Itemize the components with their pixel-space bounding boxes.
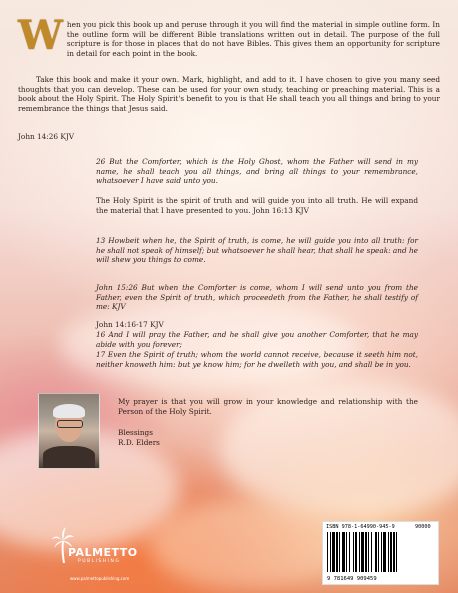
publisher-subtitle: PUBLISHING	[78, 559, 121, 564]
prayer-text: My prayer is that you will grow in your knowledge and relationship with the Person of the Holy Spirit.	[118, 397, 418, 416]
author-photo	[38, 393, 100, 469]
reference-john-14-26: John 14:26 KJV	[18, 132, 75, 141]
intro-text: hen you pick this book up and peruse through it you will find the material in simple outline form. In the outline form will be different Bible translations written out in detail. The purpose of the full scripture is for those in places that do not have Bibles. This gives them an opportunity for scripture in detail for each point in the book.	[66, 20, 440, 58]
cloud	[150, 500, 350, 590]
publisher-url: www.palmettopublishing.com	[70, 576, 130, 581]
reference-john-14-16-17: John 14:16-17 KJV	[96, 320, 164, 329]
isbn-text: ISBN 978-1-64990-945-9	[326, 524, 395, 530]
price-code: 90000	[415, 524, 431, 530]
quote-john-14-16: 16 And I will pray the Father, and he shall give you another Comforter, that he may abide with you forever;	[96, 330, 418, 349]
quote-john-14-26: 26 But the Comforter, which is the Holy Ghost, whom the Father will send in my name, he shall teach you all things, and bring all things to your remembrance, whatsoever I have said unto you.	[96, 157, 418, 186]
intro-paragraph	[18, 12, 440, 59]
paragraph-own-it: Take this book and make it your own. Mark, highlight, and add to it. I have chosen to give you many seed thoughts that you can develop. These can be used for your own study, teaching or preaching material. This is a book about the Holy Spirit. The Holy Spirit's benefit to you is that He shall teach you all things and bring to your remembrance the things that Jesus said.	[18, 75, 440, 113]
barcode-number: 9 781649 909459	[327, 576, 377, 582]
barcode-bar	[397, 532, 400, 572]
quote-john-16-13: 13 Howbeit when he, the Spirit of truth, is come, he will guide you into all truth: for he shall not speak of himself; but whatsoever he shall hear, that shall he speak: and he will shew you things to come.	[96, 236, 418, 265]
signoff-text: Blessings	[118, 428, 153, 437]
paragraph-spirit-of-truth: The Holy Spirit is the spirit of truth and will guide you into all truth. He will expand the material that I have presented to you. John 16:13 KJV	[96, 196, 418, 215]
author-name: R.D. Elders	[118, 438, 160, 447]
barcode-bars	[327, 532, 434, 572]
publisher-name: PALMETTO	[68, 546, 138, 559]
dropcap-letter: W	[18, 12, 63, 59]
barcode	[322, 521, 439, 585]
quote-john-14-17: 17 Even the Spirit of truth; whom the world cannot receive, because it seeth him not, neither knoweth him: but ye know him; for he dwelleth with you, and shall be in you.	[96, 350, 418, 369]
quote-john-15-26: John 15:26 But when the Comforter is come, whom I will send unto you from the Father, even the Spirit of truth, which proceedeth from the Father, he shall testify of me: KJV	[96, 283, 418, 312]
